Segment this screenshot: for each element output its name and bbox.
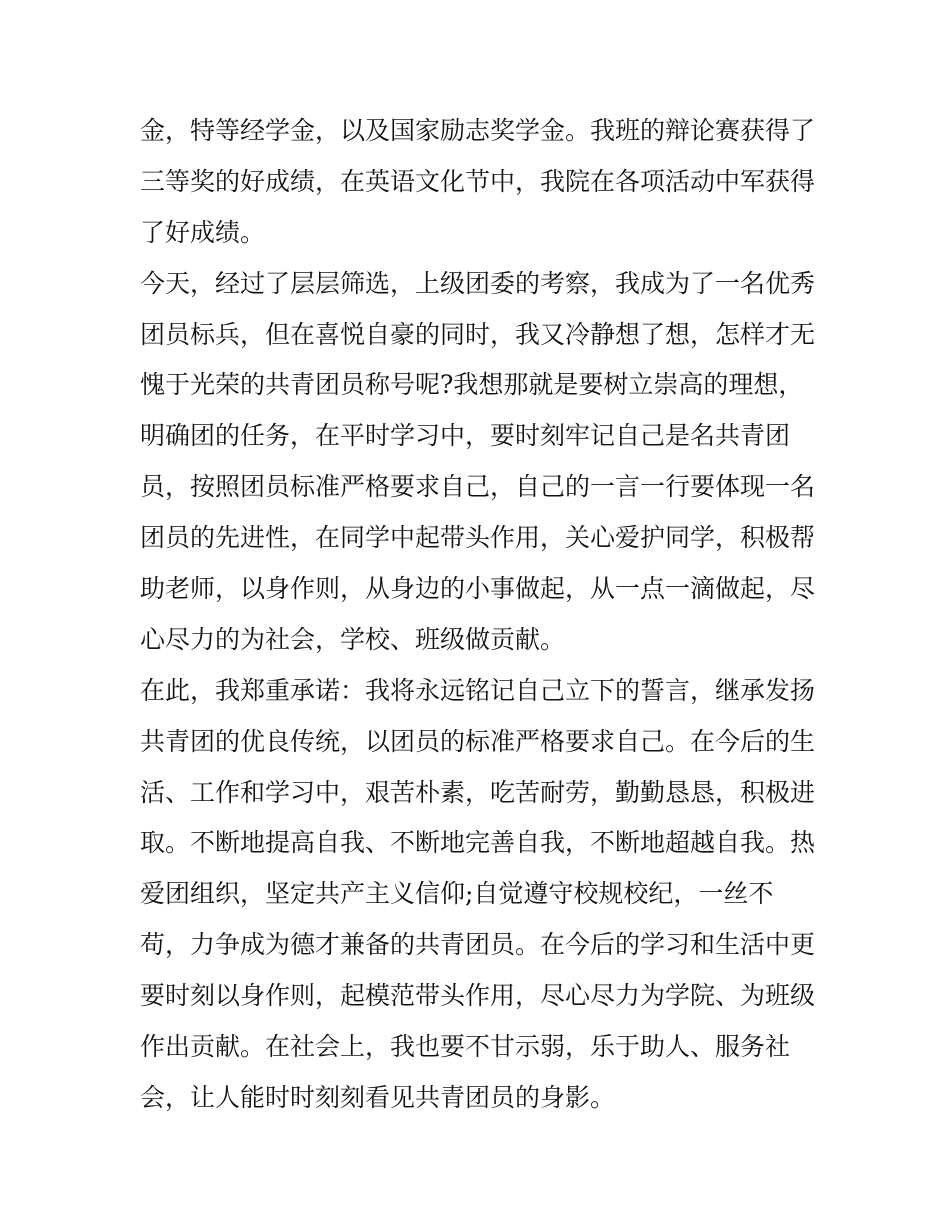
text-line: 金，特等经学金，以及国家励志奖学金。我班的辩论赛获得了 [140, 116, 816, 145]
text-line: 了好成绩。 [140, 217, 266, 247]
text-line: 苟，力争成为德才兼备的共青团员。在今后的学习和生活中更 [140, 930, 816, 960]
text-line: 心尽力的为社会，学校、班级做贡献。 [140, 624, 566, 654]
text-line: 会，让人能时时刻刻看见共青团员的身影。 [140, 1082, 616, 1112]
text-line: 取。不断地提高自我、不断地完善自我，不断地超越自我。热 [140, 828, 816, 858]
document-body [140, 106, 820, 1124]
text-line: 愧于光荣的共青团员称号呢?我想那就是要树立崇高的理想， [140, 370, 804, 400]
text-line: 爱团组织，坚定共产主义信仰;自觉遵守校规校纪，一丝不 [140, 879, 774, 909]
text-line: 共青团的优良传统，以团员的标准严格要求自己。在今后的生 [140, 726, 816, 756]
text-line: 团员标兵，但在喜悦自豪的同时，我又冷静想了想，怎样才无 [140, 319, 816, 349]
text-line: 员，按照团员标准严格要求自己，自己的一言一行要体现一名 [140, 472, 816, 502]
text-line: 三等奖的好成绩，在英语文化节中，我院在各项活动中军获得 [140, 166, 816, 196]
text-line: 作出贡献。在社会上，我也要不甘示弱，乐于助人、服务社 [140, 1032, 791, 1062]
text-line: 团员的先进性，在同学中起带头作用，关心爱护同学，积极帮 [140, 523, 816, 553]
text-line: 要时刻以身作则，起模范带头作用，尽心尽力为学院、为班级 [140, 981, 816, 1011]
text-line: 助老师，以身作则，从身边的小事做起，从一点一滴做起，尽 [140, 574, 816, 604]
text-line: 今天，经过了层层筛选，上级团委的考察，我成为了一名优秀 [140, 268, 816, 298]
text-line: 活、工作和学习中，艰苦朴素，吃苦耐劳，勤勤恳恳，积极进 [140, 777, 816, 807]
text-line: 在此，我郑重承诺：我将永远铭记自己立下的誓言，继承发扬 [140, 675, 816, 705]
text-line: 明确团的任务，在平时学习中，要时刻牢记自己是名共青团 [140, 421, 791, 451]
